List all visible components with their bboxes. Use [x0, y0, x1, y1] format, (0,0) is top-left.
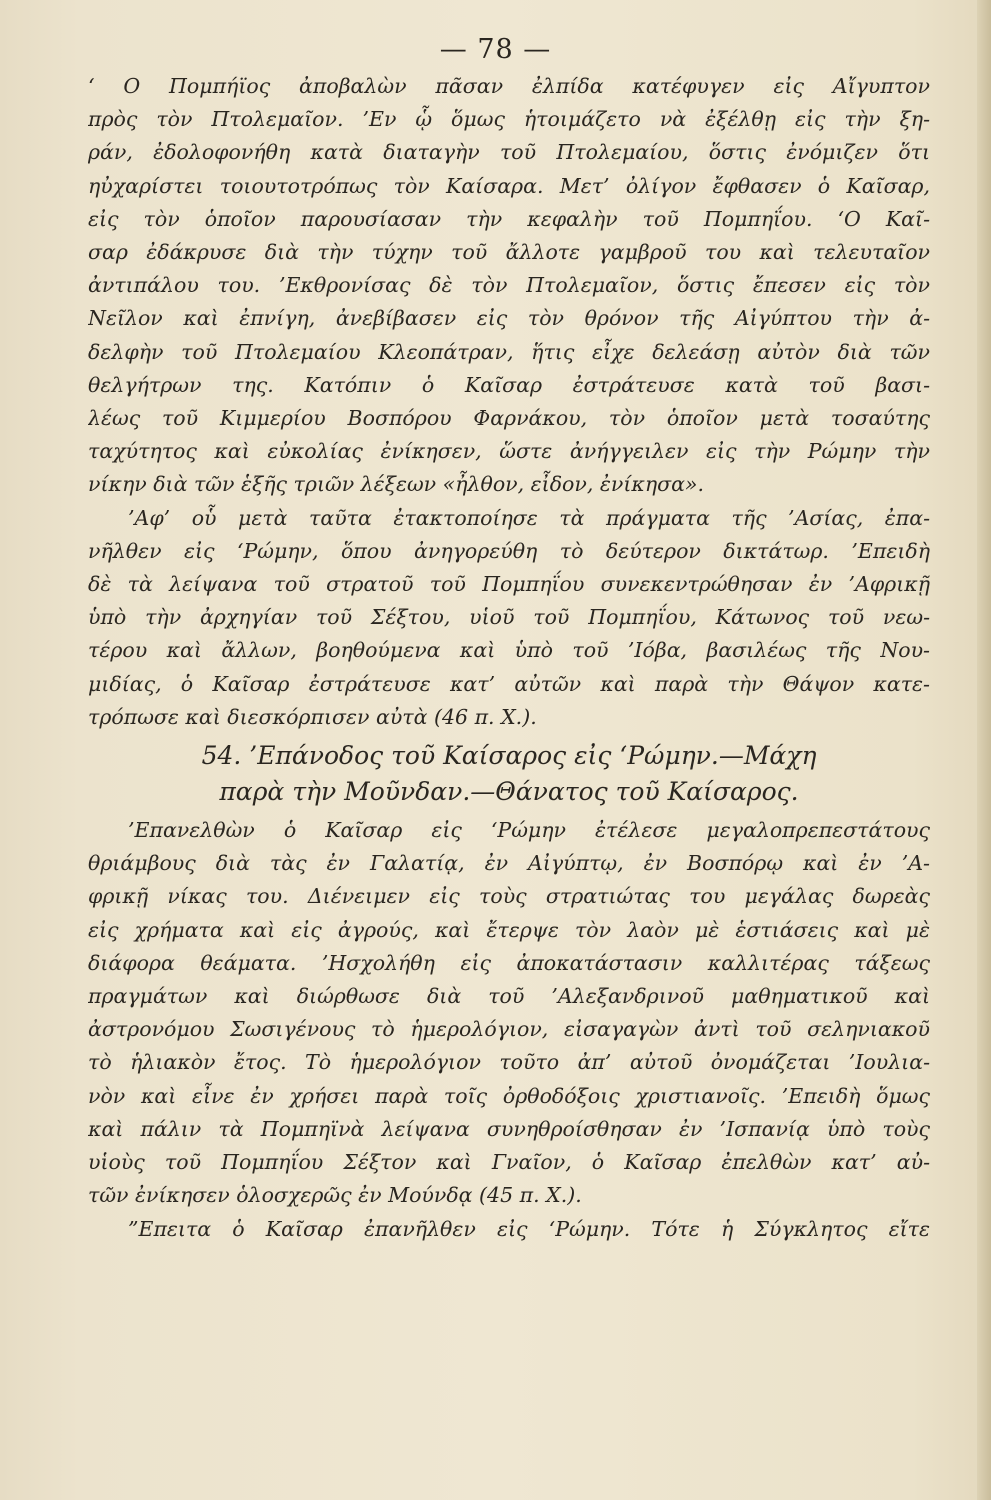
- text-line: νὸν καὶ εἶνε ἐν χρήσει παρὰ τοῖς ὀρθοδόξοις χριστιανοῖς. ’Επειδὴ ὅμως: [88, 1083, 930, 1108]
- section-heading-line: 54. ’Επάνοδος τοῦ Καίσαρος εἰς ‘Ρώμην.—Μάχη: [201, 741, 817, 771]
- text-line: ηὐχαρίστει τοιουτοτρόπως τὸν Καίσαρα. Μετ’ ὀλίγον ἔφθασεν ὁ Καῖσαρ,: [88, 173, 930, 198]
- text-line: τὸ ἡλιακὸν ἔτος. Τὸ ἡμερολόγιον τοῦτο ἀπ’ αὐτοῦ ὀνομάζεται ’Ιουλια-: [88, 1050, 930, 1075]
- text-line: ἀντιπάλου του. ’Εκθρονίσας δὲ τὸν Πτολεμαῖον, ὅστις ἔπεσεν εἰς τὸν: [88, 273, 930, 298]
- text-line: μιδίας, ὁ Καῖσαρ ἐστράτευσε κατ’ αὐτῶν καὶ παρὰ τὴν Θάψον κατε-: [88, 671, 930, 696]
- paragraph-4: [88, 1213, 930, 1246]
- text-line: νίκην διὰ τῶν ἑξῆς τριῶν λέξεων «ἦλθον, εἶδον, ἐνίκησα».: [88, 472, 704, 497]
- section-heading: [88, 738, 930, 810]
- body-text: [88, 70, 930, 1246]
- text-line: ταχύτητος καὶ εὐκολίας ἐνίκησεν, ὥστε ἀνήγγειλεν εἰς τὴν Ρώμην τὴν: [88, 439, 930, 464]
- text-line: ’Αφ’ οὗ μετὰ ταῦτα ἐτακτοποίησε τὰ πράγματα τῆς ’Ασίας, ἐπα-: [128, 505, 930, 530]
- text-line: εἰς χρήματα καὶ εἰς ἀγρούς, καὶ ἔτερψε τὸν λαὸν μὲ ἑστιάσεις καὶ μὲ: [88, 917, 930, 942]
- text-line: τρόπωσε καὶ διεσκόρπισεν αὐτὰ (46 π. Χ.).: [88, 704, 537, 729]
- text-line: τῶν ἐνίκησεν ὁλοσχερῶς ἐν Μούνδᾳ (45 π. Χ.).: [88, 1183, 582, 1208]
- paragraph-2: [88, 502, 930, 734]
- text-line: ”Επειτα ὁ Καῖσαρ ἐπανῆλθεν εἰς ‘Ρώμην. Τότε ἡ Σύγκλητος εἴτε: [128, 1216, 930, 1241]
- page-edge: [977, 0, 991, 1500]
- text-line: υἱοὺς τοῦ Πομπηΐου Σέξτον καὶ Γναῖον, ὁ Καῖσαρ ἐπελθὼν κατ’ αὐ-: [88, 1150, 930, 1175]
- text-line: ράν, ἐδολοφονήθη κατὰ διαταγὴν τοῦ Πτολεμαίου, ὅστις ἐνόμιζεν ὅτι: [88, 140, 930, 165]
- text-line: θελγήτρων της. Κατόπιν ὁ Καῖσαρ ἐστράτευσε κατὰ τοῦ βασι-: [88, 372, 930, 397]
- text-line: πρὸς τὸν Πτολεμαῖον. ’Εν ᾧ ὅμως ἡτοιμάζετο νὰ ἐξέλθῃ εἰς τὴν ξη-: [88, 107, 930, 132]
- text-line: νῆλθεν εἰς ‘Ρώμην, ὅπου ἀνηγορεύθη τὸ δεύτερον δικτάτωρ. ’Επειδὴ: [88, 538, 930, 563]
- text-line: ὑπὸ τὴν ἀρχηγίαν τοῦ Σέξτου, υἱοῦ τοῦ Πομπηΐου, Κάτωνος τοῦ νεω-: [88, 605, 930, 630]
- text-line: φρικῇ νίκας του. Διένειμεν εἰς τοὺς στρατιώτας του μεγάλας δωρεὰς: [88, 884, 930, 909]
- text-line: ’Επανελθὼν ὁ Καῖσαρ εἰς ‘Ρώμην ἐτέλεσε μεγαλοπρεπεστάτους: [128, 818, 930, 843]
- text-line: δελφὴν τοῦ Πτολεμαίου Κλεοπάτραν, ἥτις εἶχε δελεάσῃ αὐτὸν διὰ τῶν: [88, 339, 930, 364]
- text-line: λέως τοῦ Κιμμερίου Βοσπόρου Φαρνάκου, τὸν ὁποῖον μετὰ τοσαύτης: [88, 406, 930, 431]
- text-line: ‘ Ο Πομπήϊος ἀποβαλὼν πᾶσαν ἐλπίδα κατέφυγεν εἰς Αἴγυπτον: [88, 74, 930, 98]
- text-line: θριάμβους διὰ τὰς ἐν Γαλατίᾳ, ἐν Αἰγύπτῳ, ἐν Βοσπόρῳ καὶ ἐν ’Α-: [88, 851, 930, 876]
- text-line: σαρ ἐδάκρυσε διὰ τὴν τύχην τοῦ ἄλλοτε γαμβροῦ του καὶ τελευταῖον: [88, 240, 930, 265]
- page-number: — 78 —: [439, 34, 552, 65]
- text-line: δὲ τὰ λείψανα τοῦ στρατοῦ τοῦ Πομπηΐου συνεκεντρώθησαν ἐν ’Αφρικῇ: [88, 572, 930, 597]
- text-line: καὶ πάλιν τὰ Πομπηϊνὰ λείψανα συνηθροίσθησαν ἐν ’Ισπανίᾳ ὑπὸ τοὺς: [88, 1116, 930, 1141]
- paragraph-3: [88, 814, 930, 1212]
- text-line: διάφορα θεάματα. ’Ησχολήθη εἰς ἀποκατάστασιν καλλιτέρας τάξεως: [88, 950, 930, 975]
- text-line: ἀστρονόμου Σωσιγένους τὸ ἡμερολόγιον, εἰσαγαγὼν ἀντὶ τοῦ σεληνιακοῦ: [88, 1017, 930, 1042]
- text-line: τέρου καὶ ἄλλων, βοηθούμενα καὶ ὑπὸ τοῦ ’Ιόβα, βασιλέως τῆς Νου-: [88, 638, 930, 663]
- paragraph-1: [88, 70, 930, 502]
- text-line: Νεῖλον καὶ ἐπνίγη, ἀνεβίβασεν εἰς τὸν θρόνον τῆς Αἰγύπτου τὴν ἀ-: [88, 306, 930, 331]
- section-heading-line: παρὰ τὴν Μοῦνδαν.—Θάνατος τοῦ Καίσαρος.: [219, 777, 799, 807]
- text-line: πραγμάτων καὶ διώρθωσε διὰ τοῦ ’Αλεξανδρινοῦ μαθηματικοῦ καὶ: [88, 984, 930, 1009]
- text-line: εἰς τὸν ὁποῖον παρουσίασαν τὴν κεφαλὴν τοῦ Πομπηΐου. ‘Ο Καῖ-: [88, 206, 930, 231]
